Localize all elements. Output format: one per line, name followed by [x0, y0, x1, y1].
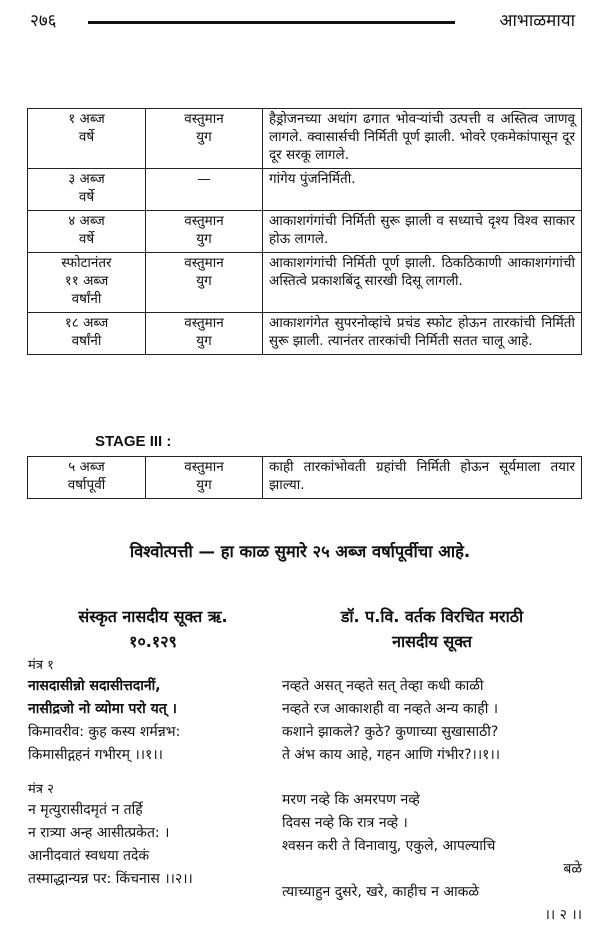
verse-line: मरण नव्हे कि अमरपण नव्हे [282, 792, 420, 808]
timeline-row [28, 169, 582, 211]
running-title: आभाळमाया [499, 11, 575, 31]
summary-line: विश्वोत्पत्ती — हा काळ सुमारे २५ अब्ज वर्षापूर्वीचा आहे. [129, 542, 471, 561]
period-line: ३ अब्ज [68, 171, 105, 187]
era-line: वस्तुमान [184, 315, 224, 331]
page-number: २७६ [30, 11, 57, 31]
verse-line: ते अंभ काय आहे, गहन आणि गंभीर?।।१।। [282, 747, 501, 763]
verse-line: नव्हते रज आकाशही वा नव्हते अन्य काही । [282, 701, 499, 717]
period-line: वर्षांनी [71, 291, 102, 307]
verse-line: श्वसन करी ते विनावायु, एकुले, आपल्याचि [282, 838, 496, 854]
verse-line: त्याच्याहुन दुसरे, खरे, काहीच न आकळे [282, 884, 480, 900]
event-cell: आकाशगंगांची निर्मिती पूर्ण झाली. ठिकठिकाणी आकाशगंगांची अस्तित्वे प्रकाशबिंदू सारखी दिसू लागली. [263, 253, 582, 313]
era-line: वस्तुमान [184, 111, 224, 127]
mantra-label: मंत्र १ [28, 658, 54, 673]
sanskrit-column [28, 604, 278, 891]
period-line: वर्षे [78, 129, 95, 145]
period-line: वर्षापूर्वी [67, 477, 106, 493]
page-header [30, 8, 575, 32]
timeline-row [28, 211, 582, 253]
verse-line: न मृत्युरासीदमृतं न तर्हि [28, 802, 143, 818]
heading-line: डॉ. प.वि. वर्तक विरचित मराठी [340, 607, 524, 626]
verse-line: आनीदवातं स्वधया तदेकं [28, 848, 150, 864]
period-line: ४ अब्ज [68, 213, 105, 229]
mantra-block [28, 781, 278, 891]
event-cell: हैड्रोजनच्या अथांग ढगात भोवऱ्यांची उत्पत्ती व अस्तित्व जाणवू लागले. क्वासार्सची निर्मिती पूर्ण झाली. भोवरे एकमेकांपासून दूर दूर सरकू लागले. [263, 109, 582, 169]
era-line: युग [196, 333, 212, 349]
period-line: वर्षे [78, 189, 95, 205]
era-line: युग [196, 273, 212, 289]
period-line: १८ अब्ज [64, 315, 109, 331]
verse-line: किमासीद्गहनं गभीरम् ।।१।। [28, 747, 163, 763]
era-line: वस्तुमान [184, 459, 224, 475]
verse-line: किमावरीव: कुह कस्य शर्मन्नभ: [28, 724, 181, 740]
event-cell: गांगेय पुंजनिर्मिती. [263, 169, 582, 211]
mantra-block [28, 657, 278, 767]
period-cell [28, 211, 146, 253]
marathi-column [282, 604, 582, 927]
verse-line: नासीद्रजो नो व्योमा परो यत् । [28, 701, 177, 717]
period-line: ५ अब्ज [68, 459, 105, 475]
heading-line: नासदीय सूक्त [392, 632, 472, 651]
era-line: युग [196, 231, 212, 247]
event-cell: काही तारकांभोवती ग्रहांची निर्मिती होऊन सूर्यमाला तयार झाल्या. [263, 457, 582, 499]
event-cell: आकाशगंगांची निर्मिती सुरू झाली व सध्याचे दृश्य विश्व साकार होऊ लागले. [263, 211, 582, 253]
era-cell [146, 457, 263, 499]
event-cell: आकाशगंगेत सुपरनोव्हांचे प्रचंड स्फोट होऊन तारकांची निर्मिती सुरू झाली. त्यानंतर तारकांची निर्मिती सतत चालू आहे. [263, 313, 582, 355]
heading-line: संस्कृत नासदीय सूक्त ऋ. [78, 607, 228, 626]
verse-line: दिवस नव्हे कि रात्र नव्हे । [282, 815, 408, 831]
timeline-row [28, 457, 582, 499]
timeline-table [27, 108, 582, 355]
verse-line: बळे [563, 861, 582, 877]
period-cell [28, 457, 146, 499]
period-cell [28, 253, 146, 313]
marathi-heading [282, 604, 582, 654]
verse-line: तस्माद्धान्यन्न पर: किंचनास ।।२।। [28, 871, 193, 887]
heading-line: १०.१२९ [129, 632, 177, 651]
timeline-row [28, 313, 582, 355]
period-cell [28, 313, 146, 355]
mantra-label: मंत्र २ [28, 782, 54, 797]
verse-line: नव्हते असत् नव्हते सत् तेव्हा कधी काळी [282, 678, 484, 694]
era-line: युग [196, 129, 212, 145]
era-line: — [197, 171, 211, 187]
sanskrit-heading [28, 604, 278, 654]
period-cell [28, 169, 146, 211]
verse-line: नासदासीन्नो सदासीत्तदानीं, [28, 678, 161, 694]
period-line: वर्षांनी [71, 333, 102, 349]
era-line: युग [196, 477, 212, 493]
era-cell [146, 169, 263, 211]
period-line: वर्षे [78, 231, 95, 247]
stage-label: STAGE III : [95, 433, 172, 450]
timeline-row [28, 109, 582, 169]
verse-line: ।। २ ।। [544, 907, 582, 923]
era-cell [146, 109, 263, 169]
period-line: स्फोटानंतर [61, 255, 112, 271]
verse-line: न रात्र्या अन्ह आसीत्प्रकेत: । [28, 825, 170, 841]
stanza-block [282, 789, 582, 927]
timeline-row [28, 253, 582, 313]
period-line: ११ अब्ज [64, 273, 109, 289]
stanza-block [282, 675, 582, 767]
verse-line: कशाने झाकले? कुठे? कुणाच्या सुखासाठी? [282, 724, 499, 740]
era-line: वस्तुमान [184, 255, 224, 271]
stage3-table [27, 456, 582, 499]
period-line: १ अब्ज [68, 111, 105, 127]
era-line: वस्तुमान [184, 213, 224, 229]
header-rule [88, 21, 455, 24]
era-cell [146, 253, 263, 313]
period-cell [28, 109, 146, 169]
era-cell [146, 211, 263, 253]
era-cell [146, 313, 263, 355]
